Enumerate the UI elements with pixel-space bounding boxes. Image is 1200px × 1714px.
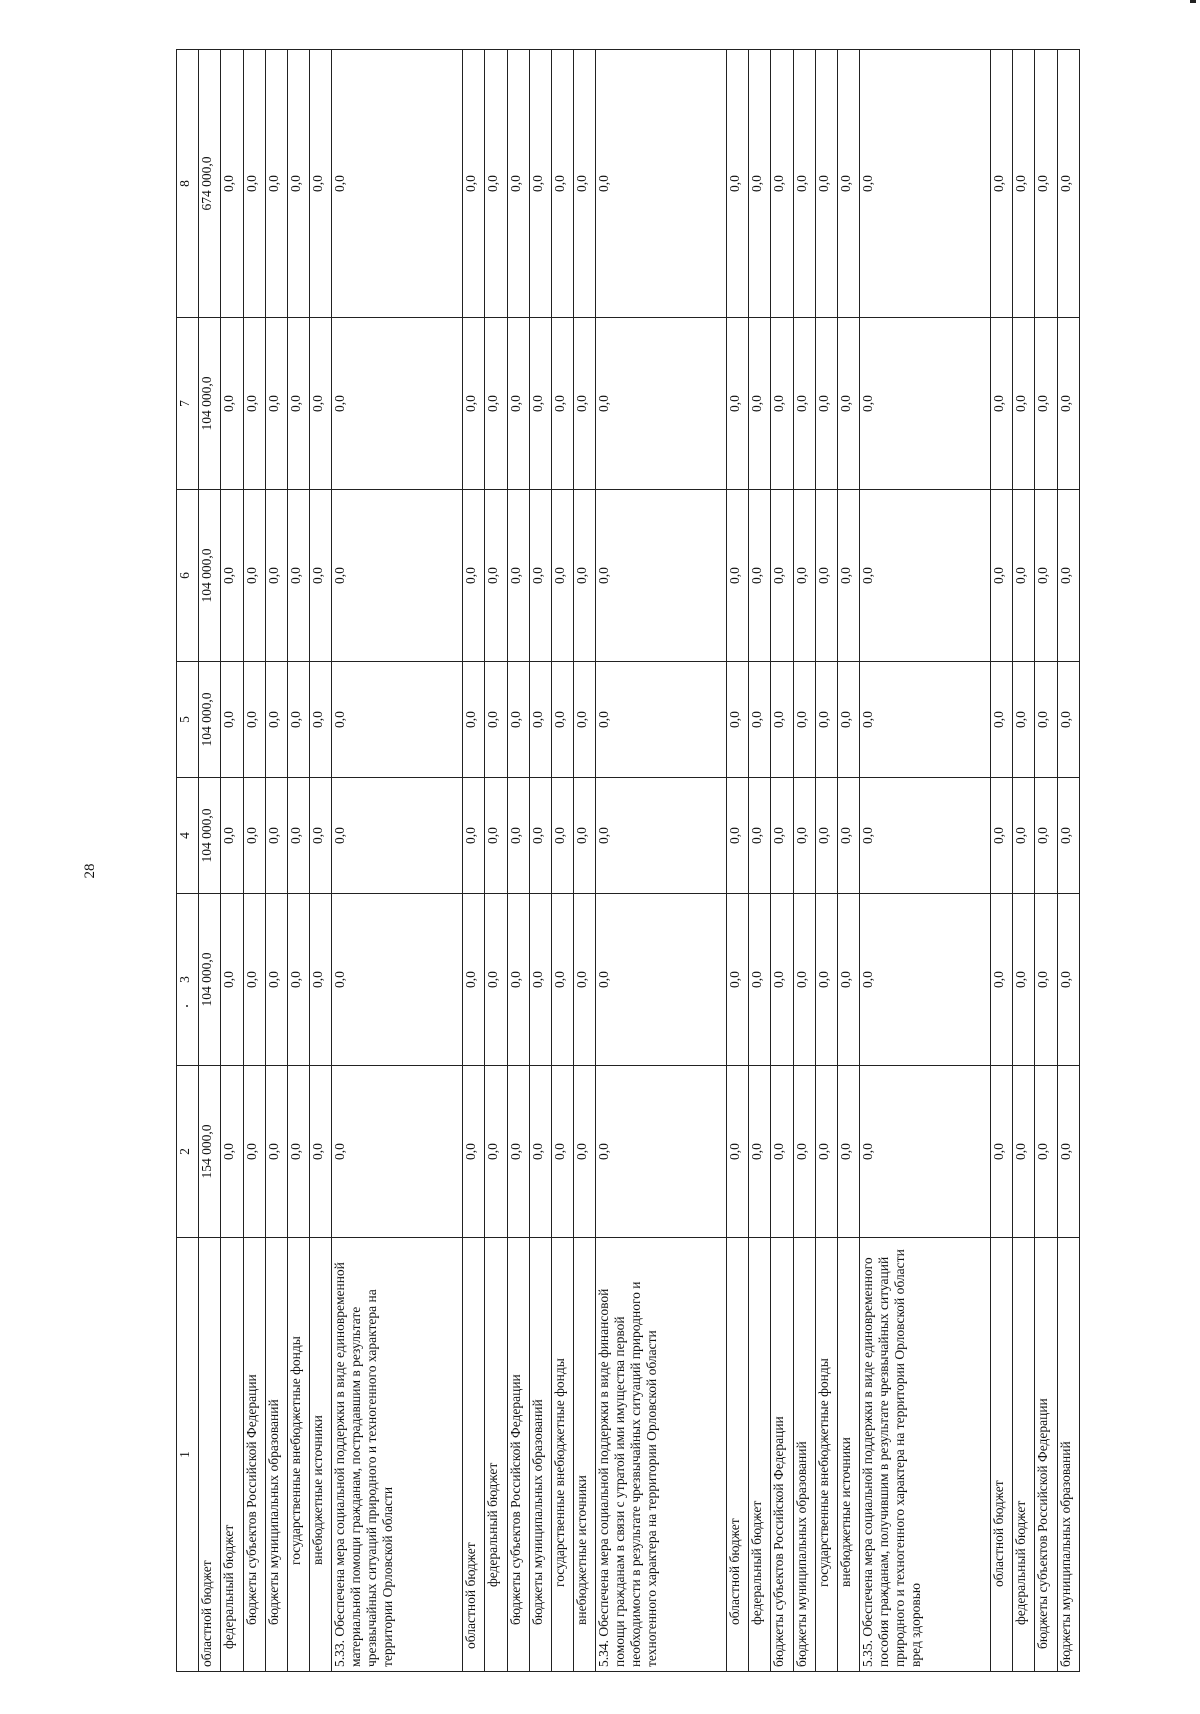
- cell-value: 0,0: [596, 50, 727, 318]
- cell-value: 0,0: [991, 1066, 1013, 1238]
- row-label: областной бюджет: [199, 1238, 221, 1672]
- cell-value: 104 000,0: [199, 778, 221, 894]
- table-row: [463, 50, 485, 1672]
- cell-value: 0,0: [991, 894, 1013, 1066]
- budget-table: [176, 49, 1080, 1672]
- cell-value: 0,0: [596, 490, 727, 662]
- page-number: 28: [82, 863, 98, 879]
- cell-value: 0,0: [551, 490, 573, 662]
- cell-value: 0,0: [1057, 490, 1079, 662]
- cell-value: 0,0: [1013, 318, 1035, 490]
- column-header-4: 4: [177, 778, 199, 894]
- table-row: [749, 50, 771, 1672]
- header-row: [177, 50, 199, 1672]
- cell-value: 0,0: [793, 490, 815, 662]
- row-label: бюджеты субъектов Российской Федерации: [243, 1238, 265, 1672]
- cell-value: 0,0: [529, 662, 551, 778]
- cell-value: 0,0: [221, 894, 243, 1066]
- cell-value: 0,0: [596, 778, 727, 894]
- table-container: [176, 50, 1080, 1672]
- cell-value: 0,0: [310, 490, 332, 662]
- row-label: федеральный бюджет: [1013, 1238, 1035, 1672]
- table-row: [991, 50, 1013, 1672]
- cell-value: 0,0: [727, 894, 749, 1066]
- cell-value: 0,0: [1035, 50, 1057, 318]
- table-row: [243, 50, 265, 1672]
- cell-value: 0,0: [574, 894, 596, 1066]
- cell-value: 0,0: [551, 662, 573, 778]
- column-header-8: 8: [177, 50, 199, 318]
- row-label: бюджеты муниципальных образований: [1057, 1238, 1079, 1672]
- cell-value: 0,0: [860, 894, 991, 1066]
- cell-value: 0,0: [529, 318, 551, 490]
- row-label: государственные внебюджетные фонды: [815, 1238, 837, 1672]
- cell-value: 0,0: [221, 1066, 243, 1238]
- cell-value: 0,0: [771, 1066, 793, 1238]
- cell-value: 0,0: [1035, 490, 1057, 662]
- cell-value: 0,0: [485, 490, 507, 662]
- table-row: [1057, 50, 1079, 1672]
- cell-value: 0,0: [551, 1066, 573, 1238]
- cell-value: 0,0: [1057, 894, 1079, 1066]
- cell-value: 0,0: [243, 778, 265, 894]
- cell-value: 0,0: [265, 318, 287, 490]
- cell-value: 0,0: [991, 50, 1013, 318]
- cell-value: 0,0: [574, 778, 596, 894]
- row-label: бюджеты муниципальных образований: [793, 1238, 815, 1672]
- table-row: [199, 50, 221, 1672]
- cell-value: 0,0: [771, 318, 793, 490]
- cell-value: 0,0: [485, 894, 507, 1066]
- cell-value: 0,0: [265, 894, 287, 1066]
- cell-value: 0,0: [1035, 1066, 1057, 1238]
- table-row: [1013, 50, 1035, 1672]
- cell-value: 0,0: [991, 490, 1013, 662]
- cell-value: 0,0: [463, 662, 485, 778]
- cell-value: 0,0: [332, 894, 463, 1066]
- table-row: [265, 50, 287, 1672]
- cell-value: 0,0: [507, 50, 529, 318]
- column-header-3: 3: [177, 894, 199, 1066]
- cell-value: 0,0: [749, 778, 771, 894]
- cell-value: 674 000,0: [199, 50, 221, 318]
- cell-value: 104 000,0: [199, 318, 221, 490]
- cell-value: 0,0: [463, 490, 485, 662]
- cell-value: 0,0: [265, 50, 287, 318]
- cell-value: 0,0: [507, 490, 529, 662]
- cell-value: 0,0: [310, 1066, 332, 1238]
- cell-value: 0,0: [221, 662, 243, 778]
- cell-value: 0,0: [838, 50, 860, 318]
- row-label: бюджеты субъектов Российской Федерации: [507, 1238, 529, 1672]
- cell-value: 0,0: [727, 318, 749, 490]
- cell-value: 0,0: [771, 490, 793, 662]
- row-label: федеральный бюджет: [485, 1238, 507, 1672]
- table-row: [529, 50, 551, 1672]
- cell-value: 0,0: [815, 50, 837, 318]
- cell-value: 0,0: [771, 894, 793, 1066]
- row-label: федеральный бюджет: [221, 1238, 243, 1672]
- cell-value: 0,0: [749, 50, 771, 318]
- cell-value: 0,0: [771, 50, 793, 318]
- cell-value: 0,0: [1013, 50, 1035, 318]
- row-label: бюджеты субъектов Российской Федерации: [1035, 1238, 1057, 1672]
- cell-value: 0,0: [793, 318, 815, 490]
- cell-value: 0,0: [463, 894, 485, 1066]
- cell-value: 0,0: [793, 1066, 815, 1238]
- cell-value: 0,0: [574, 318, 596, 490]
- cell-value: 0,0: [1013, 662, 1035, 778]
- cell-value: 0,0: [221, 50, 243, 318]
- cell-value: 0,0: [815, 318, 837, 490]
- cell-value: 154 000,0: [199, 1066, 221, 1238]
- cell-value: 0,0: [727, 662, 749, 778]
- cell-value: 0,0: [310, 50, 332, 318]
- cell-value: 0,0: [1035, 662, 1057, 778]
- cell-value: 0,0: [793, 50, 815, 318]
- table-row: [860, 50, 991, 1672]
- row-label: внебюджетные источники: [574, 1238, 596, 1672]
- cell-value: 0,0: [243, 490, 265, 662]
- row-label: бюджеты муниципальных образований: [529, 1238, 551, 1672]
- column-header-1: 1: [177, 1238, 199, 1672]
- table-row: [727, 50, 749, 1672]
- cell-value: 104 000,0: [199, 662, 221, 778]
- cell-value: 0,0: [991, 662, 1013, 778]
- table-row: [332, 50, 463, 1672]
- cell-value: 0,0: [727, 50, 749, 318]
- table-row: [596, 50, 727, 1672]
- cell-value: 0,0: [507, 894, 529, 1066]
- cell-value: 0,0: [574, 490, 596, 662]
- cell-value: 0,0: [860, 662, 991, 778]
- cell-value: 0,0: [332, 778, 463, 894]
- table-row: [310, 50, 332, 1672]
- cell-value: 0,0: [574, 50, 596, 318]
- row-label: внебюджетные источники: [838, 1238, 860, 1672]
- table-row: [771, 50, 793, 1672]
- table-row: [815, 50, 837, 1672]
- cell-value: 0,0: [1035, 318, 1057, 490]
- cell-value: 0,0: [551, 318, 573, 490]
- cell-value: 104 000,0: [199, 894, 221, 1066]
- cell-value: 0,0: [485, 318, 507, 490]
- row-label: областной бюджет: [991, 1238, 1013, 1672]
- cell-value: 0,0: [332, 1066, 463, 1238]
- cell-value: 0,0: [507, 318, 529, 490]
- cell-value: 0,0: [287, 490, 309, 662]
- cell-value: 0,0: [529, 1066, 551, 1238]
- cell-value: 0,0: [485, 778, 507, 894]
- cell-value: 0,0: [574, 1066, 596, 1238]
- cell-value: 0,0: [596, 1066, 727, 1238]
- cell-value: 0,0: [1057, 318, 1079, 490]
- row-label: государственные внебюджетные фонды: [287, 1238, 309, 1672]
- cell-value: 0,0: [507, 778, 529, 894]
- cell-value: 0,0: [815, 490, 837, 662]
- cell-value: 0,0: [287, 778, 309, 894]
- cell-value: 0,0: [1057, 778, 1079, 894]
- cell-value: 0,0: [243, 318, 265, 490]
- cell-value: 0,0: [243, 1066, 265, 1238]
- cell-value: 0,0: [815, 778, 837, 894]
- cell-value: 0,0: [287, 1066, 309, 1238]
- cell-value: 0,0: [749, 490, 771, 662]
- cell-value: 0,0: [815, 662, 837, 778]
- cell-value: 0,0: [529, 778, 551, 894]
- cell-value: 0,0: [265, 778, 287, 894]
- column-header-5: 5: [177, 662, 199, 778]
- cell-value: 0,0: [1035, 894, 1057, 1066]
- row-label: областной бюджет: [727, 1238, 749, 1672]
- cell-value: 0,0: [749, 1066, 771, 1238]
- row-label: федеральный бюджет: [749, 1238, 771, 1672]
- cell-value: 0,0: [793, 662, 815, 778]
- cell-value: 0,0: [838, 662, 860, 778]
- cell-value: 0,0: [727, 1066, 749, 1238]
- cell-value: 0,0: [860, 50, 991, 318]
- row-label: бюджеты субъектов Российской Федерации: [771, 1238, 793, 1672]
- cell-value: 0,0: [860, 490, 991, 662]
- cell-value: 0,0: [838, 490, 860, 662]
- cell-value: 0,0: [1057, 1066, 1079, 1238]
- cell-value: 0,0: [749, 318, 771, 490]
- cell-value: 0,0: [529, 894, 551, 1066]
- cell-value: 0,0: [332, 662, 463, 778]
- cell-value: 0,0: [507, 662, 529, 778]
- cell-value: 0,0: [310, 894, 332, 1066]
- cell-value: 0,0: [771, 778, 793, 894]
- cell-value: 0,0: [793, 778, 815, 894]
- table-row: [574, 50, 596, 1672]
- cell-value: 0,0: [838, 318, 860, 490]
- cell-value: 0,0: [463, 50, 485, 318]
- cell-value: 0,0: [332, 318, 463, 490]
- cell-value: 0,0: [463, 318, 485, 490]
- cell-value: 0,0: [507, 1066, 529, 1238]
- cell-value: 0,0: [749, 894, 771, 1066]
- table-row: [793, 50, 815, 1672]
- cell-value: 0,0: [1013, 778, 1035, 894]
- cell-value: 0,0: [287, 318, 309, 490]
- cell-value: 0,0: [596, 318, 727, 490]
- cell-value: 0,0: [310, 778, 332, 894]
- cell-value: 0,0: [463, 1066, 485, 1238]
- row-label: 5.33. Обеспечена мера социальной поддержки в виде единовременной материальной помощи гражданам, пострадавшим в результате чрезвычайных ситуаций природного и техногенного характера на территории Орловской области: [332, 1238, 463, 1672]
- cell-value: 0,0: [1035, 778, 1057, 894]
- cell-value: 0,0: [1057, 662, 1079, 778]
- row-label: 5.35. Обеспечена мера социальной поддержки в виде единовременного пособия гражданам, получившим в результате чрезвычайных ситуаций природного и техногенного характера на территории Орловской области вред здоровью: [860, 1238, 991, 1672]
- table-row: [485, 50, 507, 1672]
- cell-value: 0,0: [815, 894, 837, 1066]
- cell-value: 0,0: [310, 662, 332, 778]
- cell-value: 0,0: [287, 50, 309, 318]
- cell-value: 0,0: [332, 50, 463, 318]
- table-row: [1035, 50, 1057, 1672]
- cell-value: 0,0: [221, 490, 243, 662]
- cell-value: 0,0: [243, 50, 265, 318]
- cell-value: 0,0: [1013, 490, 1035, 662]
- table-body: [177, 50, 1080, 1672]
- column-header-6: 6: [177, 490, 199, 662]
- table-row: [221, 50, 243, 1672]
- cell-value: 0,0: [551, 778, 573, 894]
- cell-value: 0,0: [551, 894, 573, 1066]
- cell-value: 0,0: [243, 662, 265, 778]
- column-header-7: 7: [177, 318, 199, 490]
- cell-value: 0,0: [1013, 894, 1035, 1066]
- column-header-2: 2: [177, 1066, 199, 1238]
- cell-value: 0,0: [310, 318, 332, 490]
- cell-value: 0,0: [838, 1066, 860, 1238]
- row-label: областной бюджет: [463, 1238, 485, 1672]
- cell-value: 0,0: [485, 50, 507, 318]
- cell-value: 0,0: [287, 894, 309, 1066]
- table-row: [507, 50, 529, 1672]
- cell-value: 0,0: [991, 318, 1013, 490]
- cell-value: 0,0: [485, 662, 507, 778]
- cell-value: 0,0: [243, 894, 265, 1066]
- cell-value: 0,0: [860, 778, 991, 894]
- cell-value: 0,0: [463, 778, 485, 894]
- cell-value: 0,0: [485, 1066, 507, 1238]
- cell-value: 0,0: [265, 1066, 287, 1238]
- cell-value: 0,0: [574, 662, 596, 778]
- cell-value: 0,0: [221, 318, 243, 490]
- cell-value: 0,0: [860, 318, 991, 490]
- row-label: государственные внебюджетные фонды: [551, 1238, 573, 1672]
- cell-value: 0,0: [771, 662, 793, 778]
- table-row: [287, 50, 309, 1672]
- row-label: внебюджетные источники: [310, 1238, 332, 1672]
- row-label: бюджеты муниципальных образований: [265, 1238, 287, 1672]
- cell-value: 0,0: [815, 1066, 837, 1238]
- cell-value: 0,0: [265, 490, 287, 662]
- cell-value: 0,0: [596, 662, 727, 778]
- cell-value: 0,0: [265, 662, 287, 778]
- cell-value: 0,0: [727, 778, 749, 894]
- cell-value: 0,0: [287, 662, 309, 778]
- cell-value: 0,0: [529, 490, 551, 662]
- cell-value: 0,0: [838, 778, 860, 894]
- cell-value: 0,0: [596, 894, 727, 1066]
- cell-value: 0,0: [221, 778, 243, 894]
- cell-value: 0,0: [1057, 50, 1079, 318]
- cell-value: 0,0: [1013, 1066, 1035, 1238]
- row-label: 5.34. Обеспечена мера социальной поддержки в виде финансовой помощи гражданам в связи с утратой ими имущества первой необходимости в результате чрезвычайных ситуаций природного и техногенного характера на территории Орловской области: [596, 1238, 727, 1672]
- cell-value: 104 000,0: [199, 490, 221, 662]
- cell-value: 0,0: [749, 662, 771, 778]
- cell-value: 0,0: [793, 894, 815, 1066]
- scan-mark: [1190, 0, 1196, 3]
- cell-value: 0,0: [991, 778, 1013, 894]
- cell-value: 0,0: [838, 894, 860, 1066]
- cell-value: 0,0: [860, 1066, 991, 1238]
- cell-value: 0,0: [332, 490, 463, 662]
- table-row: [838, 50, 860, 1672]
- cell-value: 0,0: [551, 50, 573, 318]
- cell-value: 0,0: [529, 50, 551, 318]
- cell-value: 0,0: [727, 490, 749, 662]
- table-row: [551, 50, 573, 1672]
